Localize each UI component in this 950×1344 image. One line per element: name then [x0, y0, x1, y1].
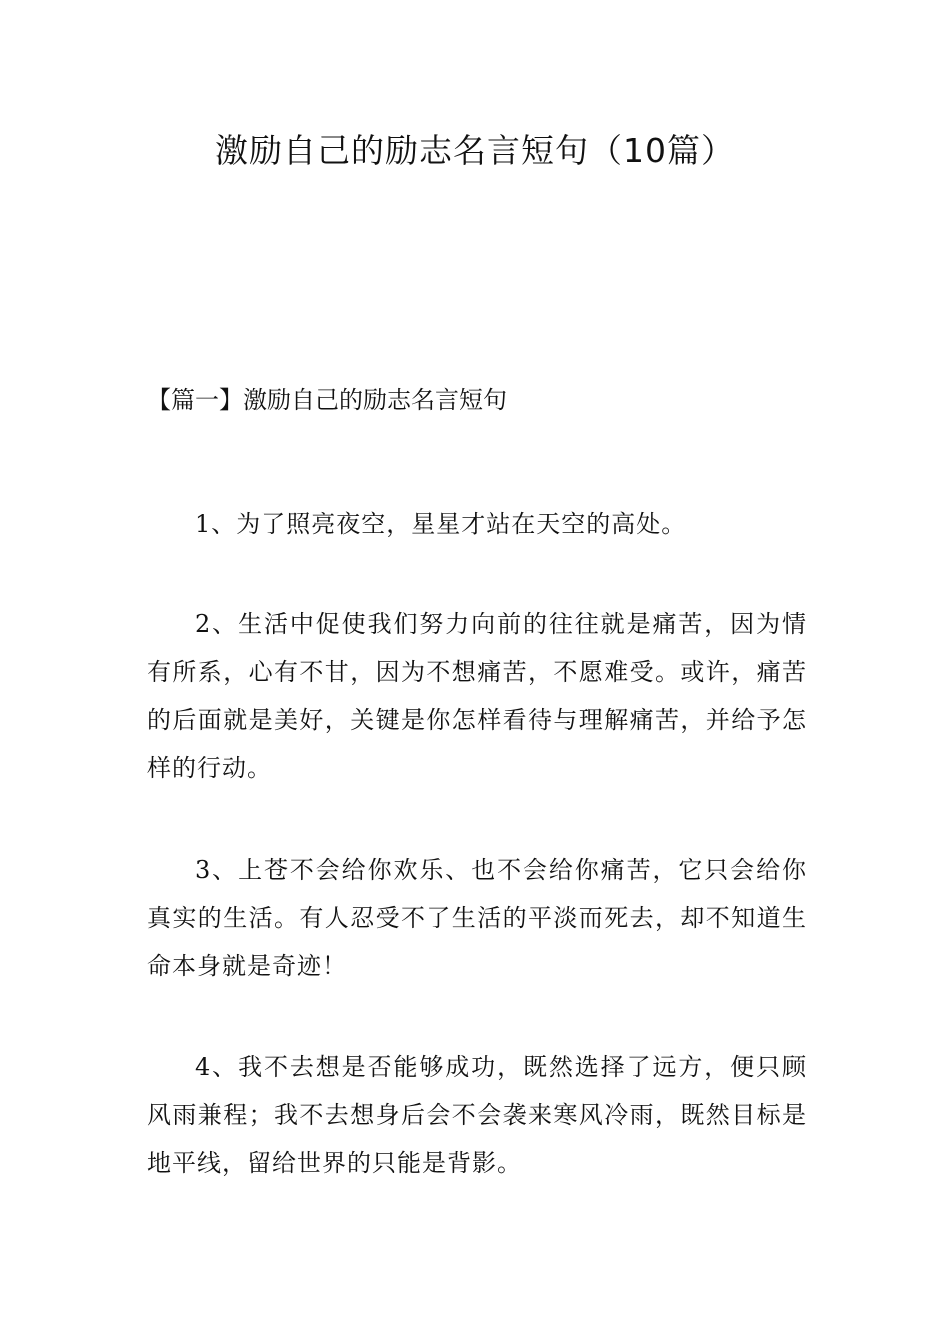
- quote-paragraph-4: 4、我不去想是否能够成功，既然选择了远方，便只顾风雨兼程；我不去想身后会不会袭来寒风冷雨，既然目标是地平线，留给世界的只能是背影。: [147, 1053, 807, 1177]
- quote-paragraph-1: 1、为了照亮夜空，星星才站在天空的高处。: [195, 510, 687, 538]
- document-title: 激励自己的励志名言短句（10篇）: [215, 131, 735, 170]
- section-heading: 【篇一】激励自己的励志名言短句: [147, 386, 507, 414]
- quote-paragraph-3: 3、上苍不会给你欢乐、也不会给你痛苦，它只会给你真实的生活。有人忍受不了生活的平淡而死去，却不知道生命本身就是奇迹！: [147, 856, 807, 980]
- quote-paragraph-2: 2、生活中促使我们努力向前的往往就是痛苦，因为情有所系，心有不甘，因为不想痛苦，不愿难受。或许，痛苦的后面就是美好，关键是你怎样看待与理解痛苦，并给予怎样的行动。: [147, 610, 807, 782]
